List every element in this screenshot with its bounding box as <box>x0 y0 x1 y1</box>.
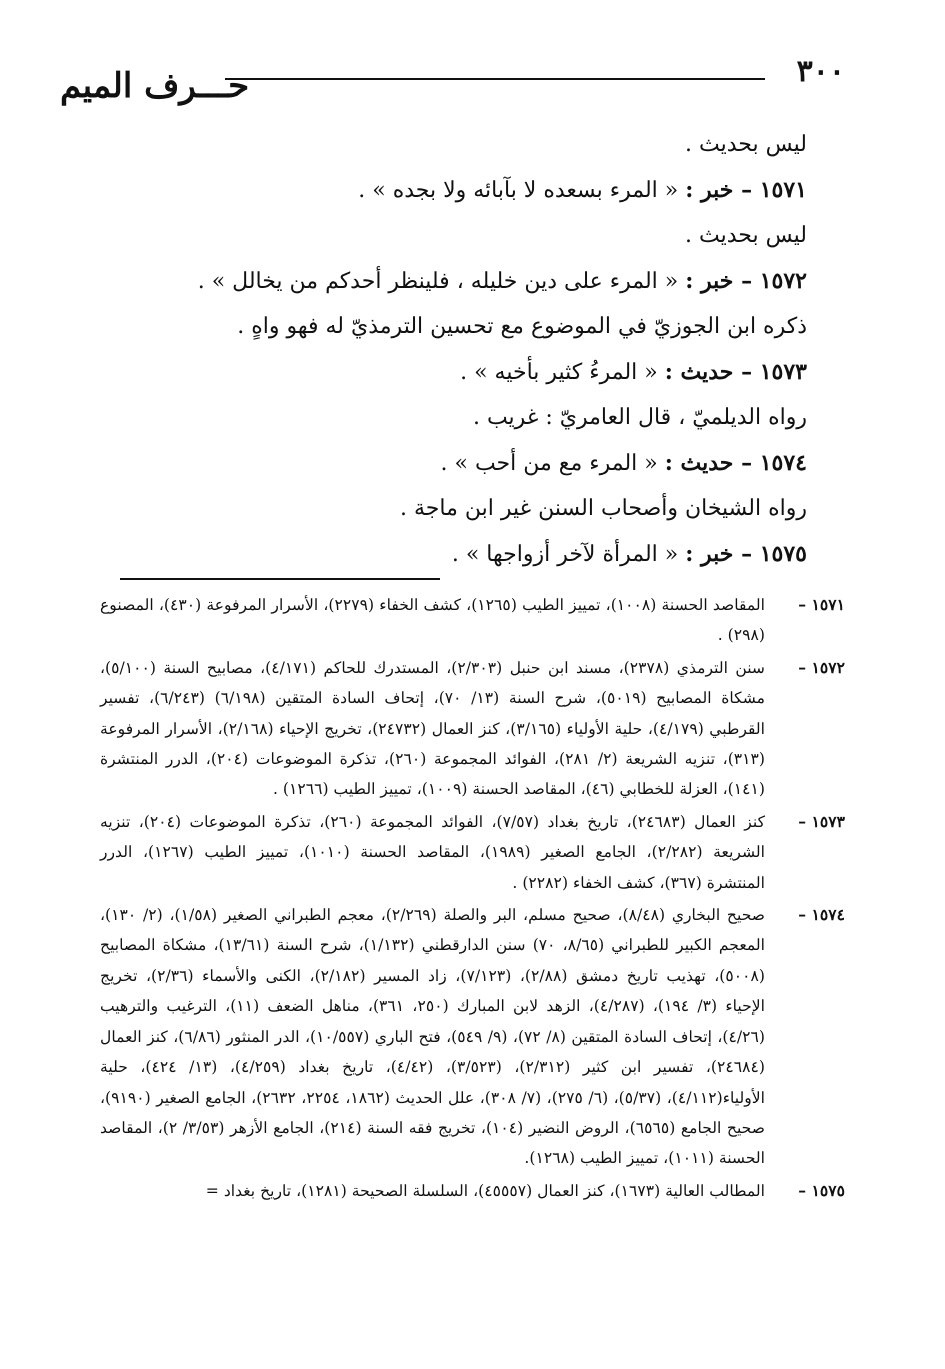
entry-text: « المرء مع من أحب » . <box>440 450 658 476</box>
entry-text: « المرءُ كثير بأخيه » . <box>460 359 658 385</box>
footnote-text: سنن الترمذي (٢٣٧٨)، مسند ابن حنبل (٢/٣٠٣)، المستدرك للحاكم (٤/١٧١)، مصابيح السنة (٥/١٠٠)، مشكاة المصابيح (٥٠١٩)، شرح السنة (١٣/ ٧٠)، إتحاف السادة المتقين (٦/١٩٨) (٦/٢٤٣)، تفسير القرطبي (٤/١٧٩)، حلية الأولياء (٣/١٦٥)، كنز العمال (٢٤٧٣٢)، تخريج الإحياء (٢/١٦٨)، الأسرار المرفوعة (٣١٣)، تنزيه الشريعة (٢/ ٢٨١)، الفوائد المجموعة (٢٦٠)، تذكرة الموضوعات (٢٠٤)، الدرر المنتشرة (١٤١)، العزلة للخطابي (٤٦)، المقاصد الحسنة (١٠٠٩)، تمييز الطيب (١٢٦٦) . <box>100 658 766 799</box>
main-line <box>107 304 807 350</box>
footnote <box>100 807 845 898</box>
chapter-title: حـــرف الميم <box>60 66 250 106</box>
main-line <box>107 532 807 578</box>
footnote-number: ١٥٧٥ – <box>798 1180 845 1200</box>
footnote-number: ١٥٧١ – <box>798 595 845 614</box>
entry-prefix: ١٥٧٣ – حديث : <box>664 358 807 385</box>
footnotes <box>100 590 845 1208</box>
main-line <box>107 259 807 305</box>
page-header <box>60 52 845 108</box>
entry-prefix: ١٥٧٥ – خبر : <box>685 540 807 567</box>
entry-text: « المرء بسعده لا بآبائه ولا بجده » . <box>358 177 679 203</box>
main-line <box>107 486 807 532</box>
main-line <box>107 395 807 441</box>
footnote-number: ١٥٧٣ – <box>798 811 845 831</box>
entry-text: « المرأة لآخر أزواجها » . <box>451 541 679 567</box>
footnote-text: كنز العمال (٢٤٦٨٣)، تاريخ بغداد (٧/٥٧)، الفوائد المجموعة (٢٦٠)، تذكرة الموضوعات (٢٠٤)، تنزيه الشريعة (٢/٢٨٢)، الجامع الصغير (١٩٨٩)، المقاصد الحسنة (١٠١٠)، تمييز الطيب (١٢٦٧)، الدرر المنتشرة (٣٦٧)، كشف الخفاء (٢٢٨٢) . <box>100 812 766 892</box>
entry-text: « المرء على دين خليله ، فلينظر أحدكم من يخالل » . <box>197 268 679 294</box>
footnote <box>100 590 845 651</box>
entry-text: ليس بحديث . <box>685 223 807 248</box>
header-rule <box>225 78 765 80</box>
footnote-text: المطالب العالية (١٦٧٣)، كنز العمال (٤٥٥٥٧)، السلسلة الصحيحة (١٢٨١)، تاريخ بغداد = <box>205 1181 765 1200</box>
main-line <box>107 441 807 487</box>
page-number: ٣٠٠ <box>796 54 845 89</box>
footnote <box>100 653 845 805</box>
main-text <box>107 122 807 577</box>
footnote-separator <box>120 578 440 580</box>
footnote-number: ١٥٧٢ – <box>798 657 845 677</box>
footnote-text: صحيح البخاري (٨/٤٨)، صحيح مسلم، البر والصلة (٢/٢٦٩)، معجم الطبراني الصغير (١/٥٨)، (٢/ ١٣٠)، المعجم الكبير للطبراني (٨/٦٥، ٧٠) سنن الدارقطني (١/١٣٢)، شرح السنة (١٣/٦١)، مشكاة المصابيح (٥٠٠٨)، تهذيب تاريخ دمشق (٢/٨٨)، (٧/١٢٣)، زاد المسير (٢/١٨٢)، الكنى والأسماء (٢/٣٦)، تخريج الإحياء (٣/ ١٩٤)، (٤/٢٨٧)، الزهد لابن المبارك (٢٥٠، ٣٦١)، مناهل الضعف (١١)، الترغيب والترهيب (٤/٢٦)، إتحاف السادة المتقين (٨/ ٧٢)، (٩/ ٥٤٩)، فتح الباري (١٠/٥٥٧)، الدر المنثور (٦/٨٦)، كنز العمال (٢٤٦٨٤)، تفسير ابن كثير (٢/٣١٢)، (٣/٥٢٣)، (٤/٤٢)، تاريخ بغداد (٤/٢٥٩)، (١٣/ ٤٢٤)، حلية الأولياء(٤/١١٢)، (٥/٣٧)، (٦/ ٢٧٥)، (٧/ ٣٠٨)، علل الحديث (١٨٦٢، ٢٢٥٤، ٢٦٣٢)، الجامع الصغير (٩١٩٠)، صحيح الجامع (٦٥٦٥)، الروض النضير (١٠٤)، تخريج فقه السنة (٢١٤)، الجامع الأزهر (٣/٥٣/ ٢)، المقاصد الحسنة (١٠١١)، تمييز الطيب (١٢٦٨). <box>100 906 766 1168</box>
footnote-text: المقاصد الحسنة (١٠٠٨)، تمييز الطيب (١٢٦٥)، كشف الخفاء (٢٢٧٩)، الأسرار المرفوعة (٤٣٠)، المصنوع (٢٩٨) . <box>100 596 766 645</box>
main-line <box>107 350 807 396</box>
entry-prefix: ١٥٧٢ – خبر : <box>685 267 807 294</box>
entry-text: ذكره ابن الجوزيّ في الموضوع مع تحسين الترمذيّ له فهو واهٍ . <box>237 314 807 339</box>
footnote <box>100 1176 845 1206</box>
entry-prefix: ١٥٧١ – خبر : <box>685 176 807 203</box>
main-line <box>107 213 807 259</box>
entry-prefix: ١٥٧٤ – حديث : <box>664 449 807 476</box>
main-line <box>107 168 807 214</box>
entry-text: ليس بحديث . <box>685 132 807 157</box>
entry-text: رواه الديلميّ ، قال العامريّ : غريب . <box>472 405 807 430</box>
entry-text: رواه الشيخان وأصحاب السنن غير ابن ماجة . <box>400 496 807 521</box>
main-line <box>107 122 807 168</box>
footnote-number: ١٥٧٤ – <box>798 905 845 925</box>
footnote <box>100 900 845 1174</box>
